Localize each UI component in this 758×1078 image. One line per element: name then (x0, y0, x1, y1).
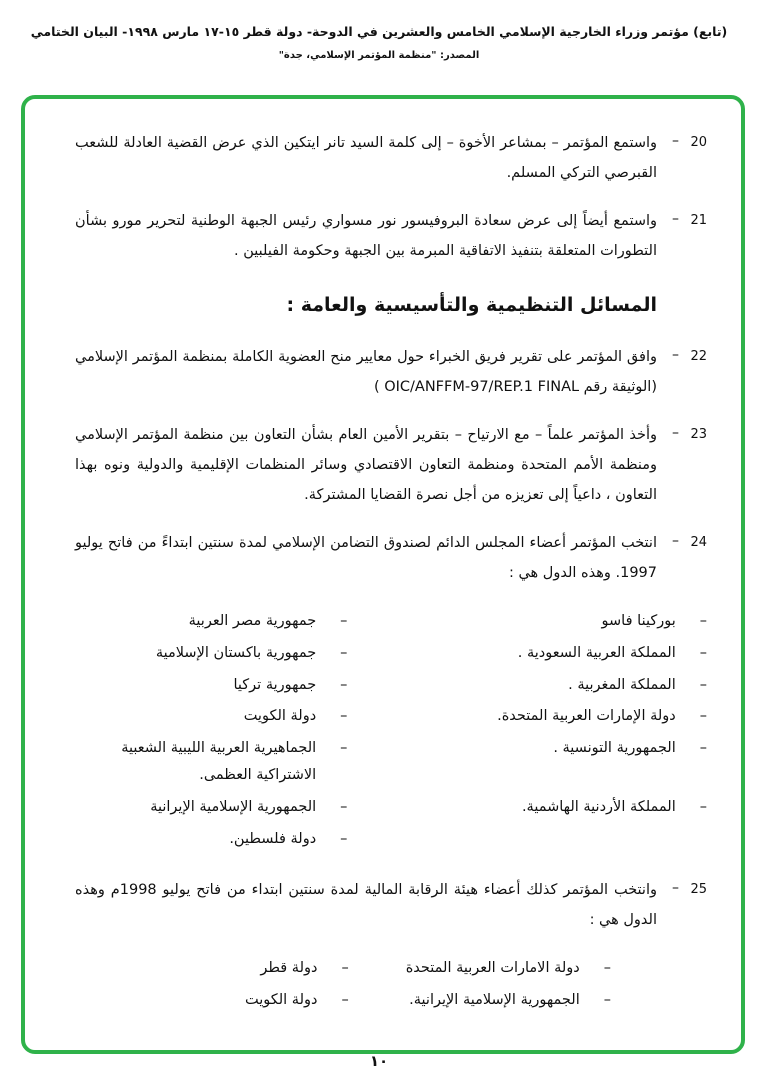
list-dash-icon: – (340, 676, 348, 693)
item-number: 24 (690, 535, 707, 551)
country-name: دولة الإمارات العربية المتحدة. (497, 708, 676, 725)
list-dash-icon: – (699, 798, 707, 815)
country-name: الجمهورية الإسلامية الإيرانية. (409, 991, 580, 1008)
numbered-item (75, 207, 707, 266)
list-dash-icon: – (340, 612, 348, 629)
numbered-item (75, 129, 707, 188)
list-dash-icon: – (340, 798, 348, 815)
list-dash-icon: – (340, 708, 348, 725)
item-dash-icon: – (672, 533, 679, 550)
list-dash-icon: – (699, 676, 707, 693)
country-name: الجماهيرية العربية الليبية الشعبية الاشتراكية العظمى. (121, 740, 317, 783)
list-dash-icon: – (341, 959, 349, 976)
item-dash-icon: – (672, 425, 679, 442)
country-name: دولة الكويت (243, 708, 317, 725)
country-cell-left (75, 794, 347, 821)
country-name: دولة الكويت (244, 991, 318, 1008)
item-dash-icon: – (672, 346, 679, 363)
item-dash-icon: – (672, 133, 679, 149)
document-header (0, 0, 758, 61)
country-cell-right (347, 794, 707, 821)
list-dash-icon: – (699, 708, 707, 725)
country-cell-right (347, 608, 707, 635)
country-name: الجمهورية التونسية . (553, 740, 676, 757)
document-blocks (25, 99, 741, 1013)
country-name: المملكة المغربية . (568, 676, 676, 693)
country-cell-right (347, 735, 707, 789)
item-number: 22 (690, 348, 707, 364)
country-name: دولة الامارات العربية المتحدة (405, 959, 580, 976)
list-dash-icon: – (340, 740, 348, 757)
item-text: وأخذ المؤتمر علماً – مع الارتياح – بتقرير الأمين العام بشأن التعاون بين منظمة المؤتمر الإسلامي ومنظمة الأمم المتحدة ومنظمة التعاون الاقتصادي وسائر المنظمات الإقليمية والدولية ونوه بهذا التعاون ، داعياً إلى تعزيزه من أجل نصرة القضايا المشتركة. (75, 427, 657, 503)
country-name: المملكة الأردنية الهاشمية. (521, 798, 676, 815)
country-cell-right (347, 640, 707, 667)
page-number: ١٠ (369, 1052, 389, 1070)
country-cell-right (349, 955, 611, 982)
country-name: بوركينا فاسو (601, 612, 676, 629)
country-name: جمهورية باكستان الإسلامية (155, 644, 317, 661)
numbered-item (75, 876, 707, 935)
country-name: الجمهورية الإسلامية الإيرانية (150, 798, 317, 815)
numbered-item (75, 343, 707, 402)
item-number: 20 (690, 135, 707, 150)
country-cell-right (347, 703, 707, 730)
list-dash-icon: – (340, 644, 348, 661)
item-number: 21 (690, 213, 707, 229)
item-text: وانتخب المؤتمر كذلك أعضاء هيئة الرقابة المالية لمدة سنتين ابتداء من فاتح يوليو 1998م وهذه الدول هي : (75, 882, 657, 929)
country-cell-left (75, 640, 347, 667)
list-dash-icon: – (699, 644, 707, 661)
item-dash-icon: – (672, 880, 679, 897)
item-text: وافق المؤتمر على تقرير فريق الخبراء حول معايير منح العضوية الكاملة بمنظمة المؤتمر الإسلامي (الوثيقة رقم OIC/ANFFM-97/REP.1 FINAL ) (75, 348, 657, 395)
country-name: جمهورية مصر العربية (188, 612, 317, 629)
country-cell-right (347, 826, 707, 853)
numbered-item (75, 529, 707, 588)
numbered-item (75, 421, 707, 510)
content-border-box (21, 95, 745, 1054)
country-name: جمهورية تركيا (233, 676, 317, 693)
country-cell-left (75, 672, 347, 699)
list-dash-icon: – (699, 612, 707, 629)
list-dash-icon: – (603, 959, 611, 976)
header-source: المصدر: "منظمة المؤتمر الإسلامي، جدة" (278, 50, 480, 61)
list-dash-icon: – (699, 740, 707, 757)
country-name: دولة قطر (260, 959, 318, 976)
section-heading: المسائل التنظيمية والتأسيسية والعامة : (286, 293, 657, 316)
header-title: (تابع) مؤتمر وزراء الخارجية الإسلامي الخامس والعشرين في الدوحة- دولة قطر ١٥-١٧ مارس ١٩٩٨- البيان الختامي (30, 24, 728, 39)
country-list (75, 608, 707, 853)
country-name: دولة فلسطين. (229, 830, 317, 847)
item-text: واستمع أيضاً إلى عرض سعادة البروفيسور نور مسواري رئيس الجبهة الوطنية لتحرير مورو بشأن التطورات المتعلقة بتنفيذ الاتفاقية المبرمة بين الجبهة وحكومة الفيلبين . (75, 213, 657, 260)
list-dash-icon: – (603, 991, 611, 1008)
country-cell-left (75, 608, 347, 635)
list-dash-icon: – (340, 830, 348, 847)
country-cell-right (347, 672, 707, 699)
country-cell-right (349, 987, 611, 1014)
country-cell-left (203, 987, 349, 1014)
item-number: 25 (690, 882, 707, 898)
country-cell-left (75, 703, 347, 730)
item-text: انتخب المؤتمر أعضاء المجلس الدائم لصندوق التضامن الإسلامي لمدة سنتين ابتداءً من فاتح يوليو 1997. وهذه الدول هي : (75, 535, 657, 582)
country-name: المملكة العربية السعودية . (517, 644, 676, 661)
country-cell-left (75, 826, 347, 853)
item-dash-icon: – (672, 211, 679, 228)
country-cell-left (75, 735, 347, 789)
item-text: واستمع المؤتمر – بمشاعر الأخوة – إلى كلمة السيد تانر ايتكين الذي عرض القضية العادلة للشعب القبرصي التركي المسلم. (75, 135, 657, 181)
country-cell-left (203, 955, 349, 982)
list-dash-icon: – (341, 991, 349, 1008)
item-number: 23 (690, 427, 707, 443)
country-list (203, 955, 611, 1014)
